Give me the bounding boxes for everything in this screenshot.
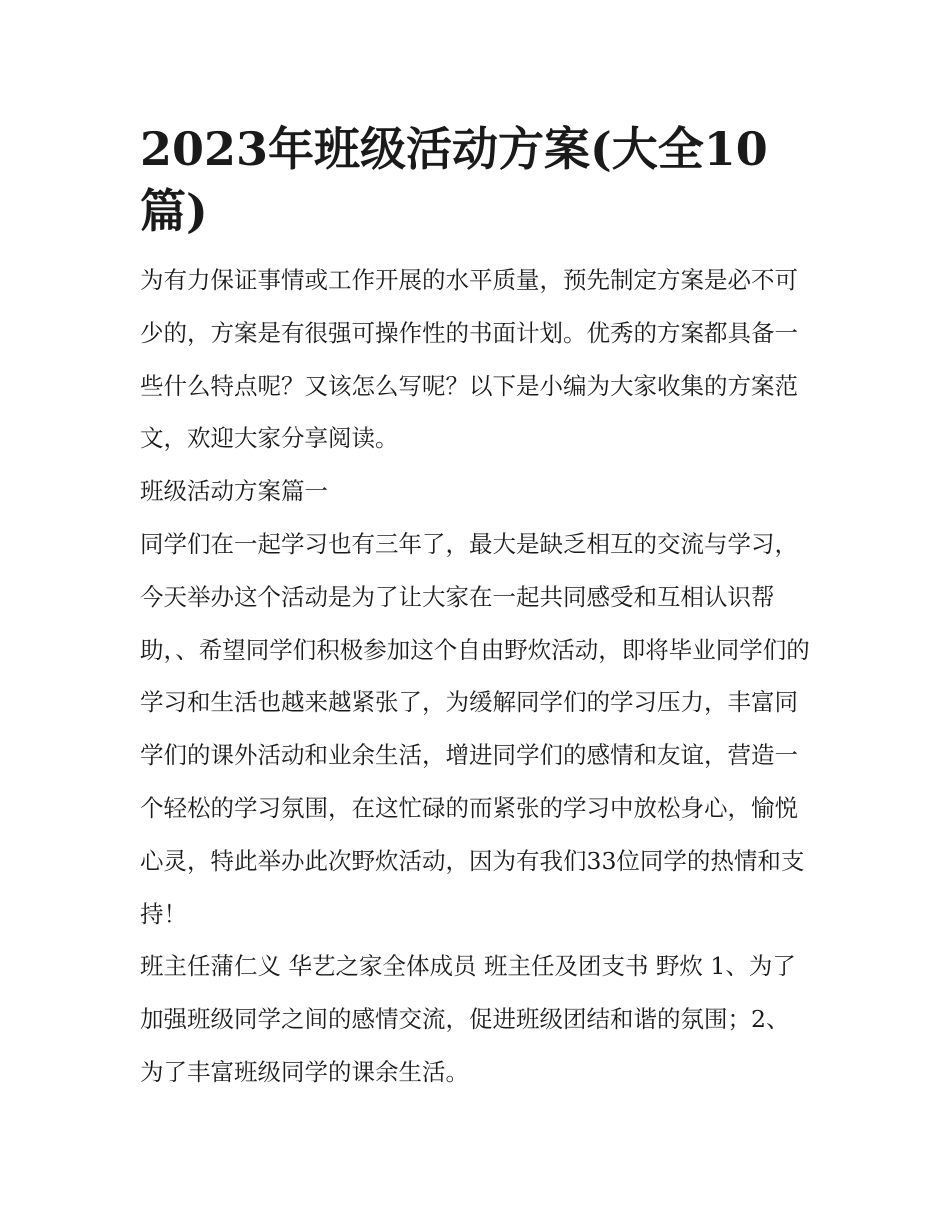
document-body xyxy=(140,254,812,1099)
document-title: 2023年班级活动方案(大全10篇) xyxy=(140,122,768,238)
body-paragraph: 同学们在一起学习也有三年了，最大是缺乏相互的交流与学习，今天举办这个活动是为了让大家在一起共同感受和互相认识帮助，、希望同学们积极参加这个自由野炊活动，即将毕业同学们的学习和生活也越来越紧张了，为缓解同学们的学习压力，丰富同学们的课外活动和业余生活，增进同学们的感情和友谊，营造一个轻松的学习氛围，在这忙碌的而紧张的学习中放松身心，愉悦心灵，特此举办此次野炊活动，因为有我们33位同学的热情和支持！ xyxy=(140,529,810,928)
body-paragraph: 班主任蒲仁义 华艺之家全体成员 班主任及团支书 野炊 1、为了加强班级同学之间的感情交流，促进班级团结和谐的氛围；2、为了丰富班级同学的课余生活。 xyxy=(140,952,796,1086)
section-heading: 班级活动方案篇一 xyxy=(140,477,328,506)
intro-paragraph: 为有力保证事情或工作开展的水平质量，预先制定方案是必不可少的，方案是有很强可操作性的书面计划。优秀的方案都具备一些什么特点呢？又该怎么写呢？以下是小编为大家收集的方案范文，欢迎大家分享阅读。 xyxy=(140,266,798,453)
document-page xyxy=(140,118,812,1099)
